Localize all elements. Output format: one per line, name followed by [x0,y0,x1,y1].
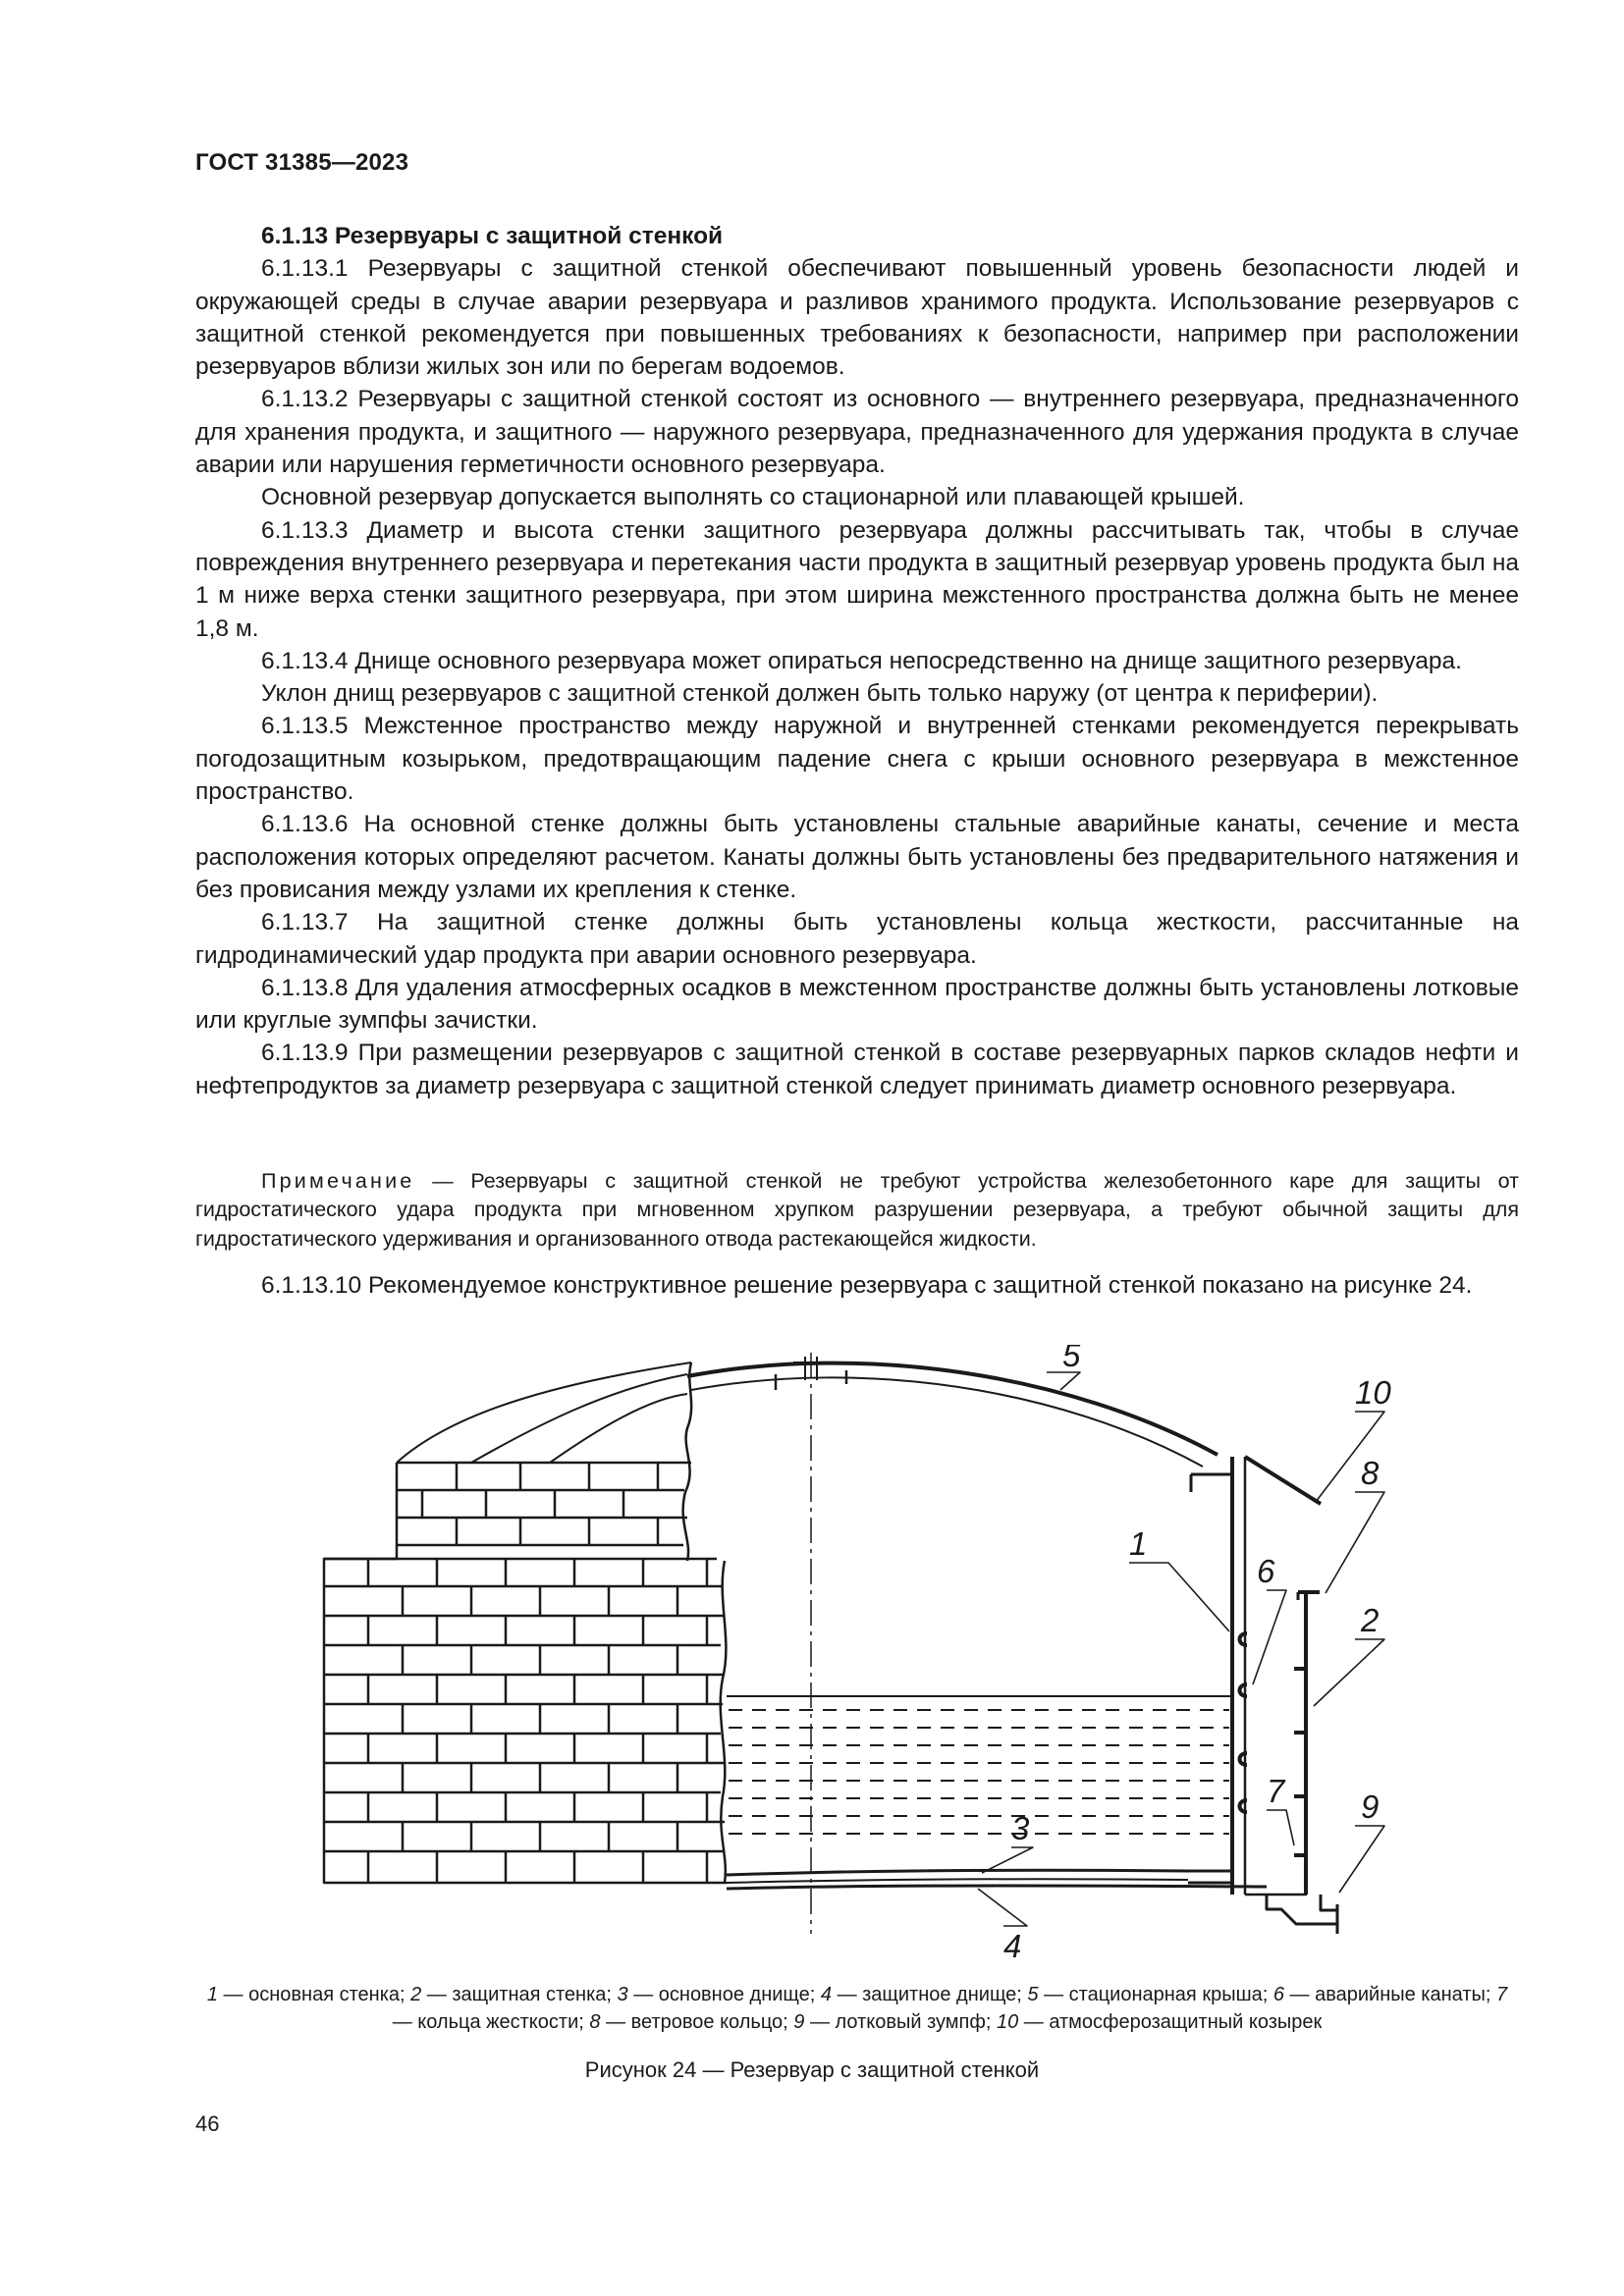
body-text-after-note [195,1269,1519,1302]
legend-number: 4 [820,1984,833,2005]
callout-4: 4 [1003,1928,1022,1964]
callout-1: 1 [1129,1525,1148,1562]
liquid-level [727,1696,1232,1834]
legend-number: 8 [589,2011,601,2033]
callout-3: 3 [1011,1810,1030,1846]
callout-5: 5 [1062,1345,1081,1373]
roof-rib [471,1374,687,1463]
body-text [195,220,1519,1102]
page-number: 46 [195,2111,220,2136]
main-wall [1191,1457,1245,1895]
paragraph: 6.1.13.9 При размещении резервуаров с защитной стенкой в составе резервуарных парков складов нефти и нефтепродуктов за диаметр резервуара с защитной стенкой следует принимать диаметр основного резервуара. [195,1040,1519,1099]
roof [687,1357,1321,1504]
main-bottom [727,1870,1232,1883]
sump [1267,1895,1337,1934]
legend-number: 9 [793,2011,805,2033]
callout-6: 6 [1257,1553,1275,1589]
figure-legend [195,1981,1519,2036]
brick-wall [324,1362,727,1883]
paragraph: Уклон днищ резервуаров с защитной стенкой должен быть только наружу (от центра к периферии). [261,680,1379,708]
paragraph: 6.1.13.10 Рекомендуемое конструктивное решение резервуара с защитной стенкой показано на рисунке 24. [261,1272,1473,1299]
legend-number: 1 [206,1984,218,2005]
note-label: Примечание [261,1169,415,1193]
legend-number: 7 [1495,1984,1508,2005]
paragraph: 6.1.13.4 Днище основного резервуара может опираться непосредственно на днище защитного резервуара. [261,647,1462,674]
note-text: — Резервуары с защитной стенкой не требуют устройства железобетонного каре для защиты от гидростатического удара продукта при мгновенном хрупком разрушении резервуара, а требуют обычной защиты для гидростатического удерживания и организованного отвода растекающейся жидкости. [195,1169,1519,1251]
paragraph: 6.1.13.5 Межстенное пространство между наружной и внутренней стенками рекомендуется перекрывать погодозащитным козырьком, предотвращающим падение снега с крыши основного резервуара в межстенное пространство. [195,713,1519,806]
protective-bottom [727,1886,1306,1895]
figure-caption: Рисунок 24 — Резервуар с защитной стенкой [584,2057,1040,2082]
legend-number: 5 [1027,1984,1039,2005]
paragraph: Основной резервуар допускается выполнять со стационарной или плавающей крышей. [261,484,1245,511]
legend-text: — ветровое кольцо; [600,2011,794,2033]
legend-text: — основная стенка; [218,1984,411,2005]
paragraph: 6.1.13.6 На основной стенке должны быть установлены стальные аварийные канаты, сечение и места расположения которых определяют расчетом. Канаты должны быть установлены без предварительного натяжения и без провисания между узлами их крепления к стенке. [195,811,1519,903]
legend-text: — защитная стенка; [421,1984,618,2005]
paragraph: 6.1.13.3 Диаметр и высота стенки защитного резервуара должны рассчитывать так, чтобы в случае повреждения внутреннего резервуара и перетекания части продукта в защитный резервуар уровень продукта был на 1 м ниже верха стенки защитного резервуара, при этом ширина межстенного пространства должна быть не менее 1,8 м. [195,516,1519,642]
paragraph: 6.1.13.1 Резервуары с защитной стенкой обеспечивают повышенный уровень безопасности людей и окружающей среды в случае аварии резервуара и разливов хранимого продукта. Использование резервуаров с защитной стенкой рекомендуется при повышенных требованиях к безопасности, например при расположении резервуаров вблизи жилых зон или по берегам водоемов. [195,255,1519,381]
legend-text: — атмосферозащитный козырек [1018,2011,1323,2033]
legend-number: 3 [617,1984,628,2005]
note [195,1167,1519,1254]
callout-7: 7 [1267,1773,1285,1809]
protective-wall [1294,1592,1320,1895]
tank-drawing [0,1345,1624,1973]
callout-8: 8 [1361,1455,1380,1491]
legend-number: 10 [996,2011,1019,2033]
callout-2: 2 [1361,1602,1380,1638]
paragraph: 6.1.13.7 На защитной стенке должны быть установлены кольца жесткости, рассчитанные на гидродинамический удар продукта при аварии основного резервуара. [195,909,1519,969]
section-title: 6.1.13 Резервуары с защитной стенкой [261,223,724,249]
figure-tank-with-protective-wall [0,1345,1624,1973]
legend-text: — защитное днище; [832,1984,1028,2005]
legend-text: — стационарная крыша; [1038,1984,1273,2005]
callout-9: 9 [1361,1789,1380,1825]
paragraph: 6.1.13.8 Для удаления атмосферных осадков в межстенном пространстве должны быть установлены лотковые или круглые зумпфы зачистки. [195,974,1519,1035]
legend-number: 2 [410,1984,422,2005]
callout-10: 10 [1355,1374,1391,1411]
paragraph: 6.1.13.2 Резервуары с защитной стенкой состоят из основного — внутреннего резервуара, предназначенного для хранения продукта, и защитного — наружного резервуара, предназначенного для удержания продукта в случае аварии или нарушения герметичности основного резервуара. [195,386,1519,479]
legend-text: — аварийные канаты; [1283,1984,1496,2005]
legend-text: — лотковый зумпф; [804,2011,997,2033]
legend-text: — кольца жесткости; [392,2011,590,2033]
roof-rib [550,1394,687,1463]
document-header: ГОСТ 31385—2023 [195,149,409,176]
legend-text: — основное днище; [627,1984,821,2005]
roof-rib [397,1362,691,1463]
legend-number: 6 [1272,1984,1284,2005]
